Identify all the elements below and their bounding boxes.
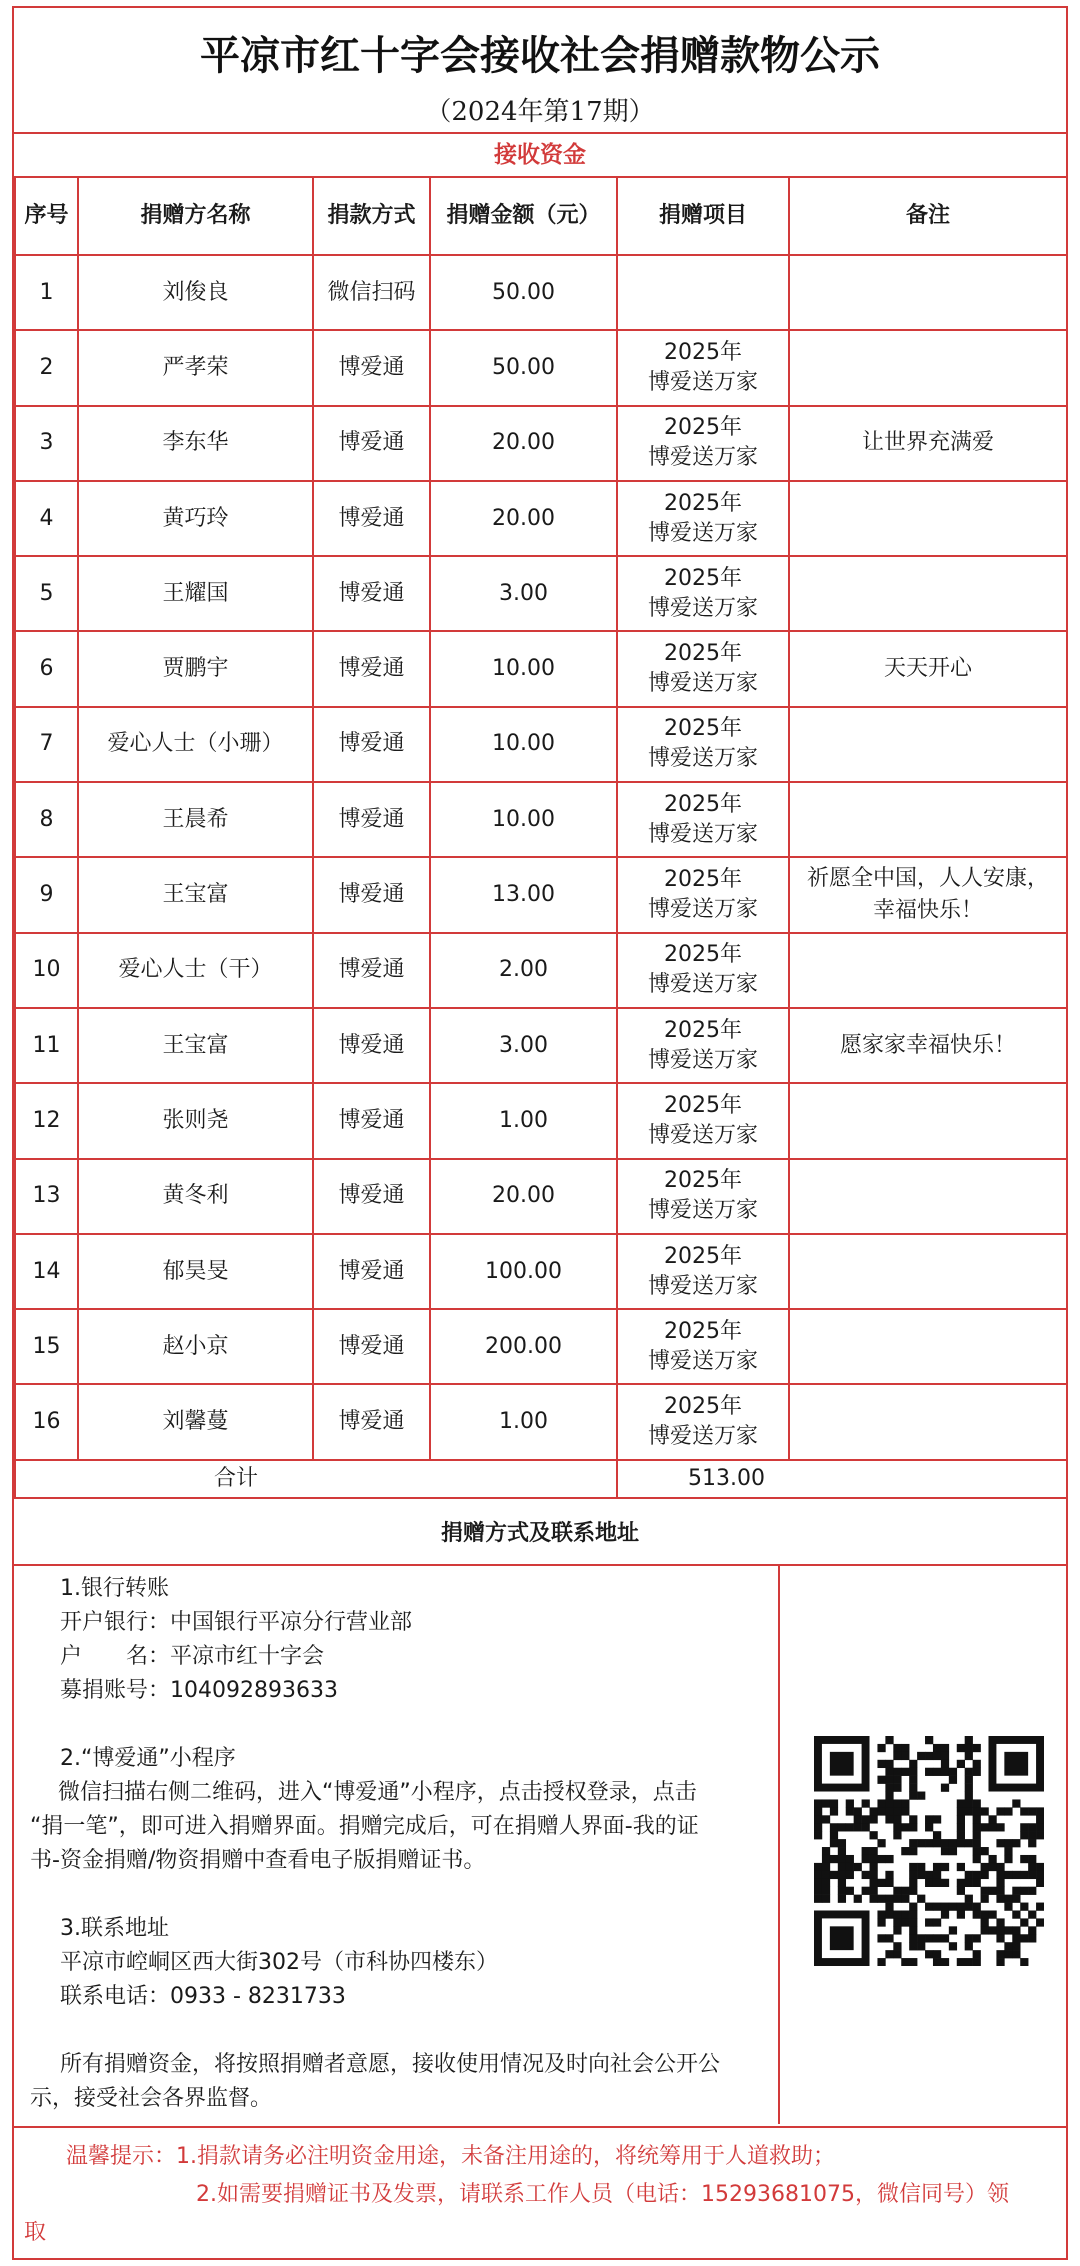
cell-no: 6 [15,631,78,706]
cell-note: 祈愿全中国，人人安康，幸福快乐！ [789,857,1067,932]
col-header-note: 备注 [789,177,1067,255]
cell-amount: 1.00 [430,1083,617,1158]
cell-note: 让世界充满爱 [789,406,1067,481]
bank-name: 开户银行：中国银行平凉分行营业部 [60,1610,413,1635]
table-row [15,1008,1067,1083]
project-line-1: 2025年 [664,1168,742,1194]
address: 平凉市崆峒区西大街302号（市科协四楼东） [60,1950,498,1975]
table-row [15,330,1067,405]
notice-box [14,2126,1066,2258]
contact-section-title: 捐赠方式及联系地址 [440,1521,639,1546]
disclosure-line-1: 所有捐赠资金，将按照捐赠者意愿，接收使用情况及时向社会公开公 [60,2052,721,2077]
project-line-2: 博爱送万家 [647,1424,758,1450]
cell-method: 博爱通 [313,1159,430,1234]
project-line-2: 博爱送万家 [647,746,758,772]
cell-donor: 王耀国 [78,556,313,631]
spacer [60,1878,768,1912]
spacer [60,2014,768,2048]
cell-no: 5 [15,556,78,631]
total-row [15,1460,1067,1498]
announcement-frame [12,6,1068,2260]
cell-project [617,782,789,857]
project-line-2: 博爱送万家 [647,671,758,697]
cell-donor: 贾鹏宇 [78,631,313,706]
cell-method: 博爱通 [313,857,430,932]
contact-details [14,1564,780,2124]
notice-line-1: 温馨提示：1.捐款请务必注明资金用途，未备注用途的，将统筹用于人道救助； [66,2144,835,2169]
project-line-1: 2025年 [664,1017,742,1043]
cell-method: 博爱通 [313,707,430,782]
cell-note: 愿家家幸福快乐！ [789,1008,1067,1083]
project-line-2: 博爱送万家 [647,369,758,395]
miniprogram-instruction-1: 微信扫描右侧二维码，进入“博爱通”小程序，点击授权登录，点击 [58,1780,697,1805]
cell-amount: 10.00 [430,782,617,857]
spacer [60,1708,768,1742]
cell-amount: 50.00 [430,330,617,405]
cell-donor: 郁昊旻 [78,1234,313,1309]
cell-note [789,255,1067,330]
table-row [15,1309,1067,1384]
cell-no: 13 [15,1159,78,1234]
notice-line-3: 取 [24,2220,47,2245]
cell-method: 博爱通 [313,556,430,631]
cell-method: 博爱通 [313,1309,430,1384]
cell-donor: 爱心人士（小珊） [78,707,313,782]
project-line-1: 2025年 [664,791,742,817]
cell-method: 博爱通 [313,1234,430,1309]
cell-no: 9 [15,857,78,932]
cell-donor: 刘俊良 [78,255,313,330]
cell-note [789,933,1067,1008]
project-line-2: 博爱送万家 [647,1198,758,1224]
miniprogram-instruction-2: “捐一笔”，即可进入捐赠界面。捐赠完成后，可在捐赠人界面-我的证 [30,1814,699,1839]
address-heading: 3.联系地址 [60,1916,169,1941]
cell-no: 15 [15,1309,78,1384]
phone: 联系电话：0933 - 8231733 [60,1984,346,2009]
table-row [15,556,1067,631]
cell-note [789,707,1067,782]
project-line-1: 2025年 [664,1318,742,1344]
cell-project [617,330,789,405]
cell-no: 1 [15,255,78,330]
cell-amount: 50.00 [430,255,617,330]
cell-project [617,406,789,481]
cell-project [617,1008,789,1083]
cell-amount: 200.00 [430,1309,617,1384]
cell-no: 12 [15,1083,78,1158]
cell-amount: 13.00 [430,857,617,932]
cell-note [789,1159,1067,1234]
cell-method: 博爱通 [313,481,430,556]
received-funds-title: 接收资金 [494,142,586,168]
miniprogram-instruction-3: 书-资金捐赠/物资捐赠中查看电子版捐赠证书。 [30,1848,486,1873]
table-row [15,857,1067,932]
cell-project [617,255,789,330]
qr-code[interactable] [814,1736,1044,1966]
cell-donor: 刘馨蔓 [78,1384,313,1459]
cell-donor: 李东华 [78,406,313,481]
project-line-2: 博爱送万家 [647,972,758,998]
cell-note [789,1384,1067,1459]
project-line-2: 博爱送万家 [647,897,758,923]
table-row [15,933,1067,1008]
cell-method: 博爱通 [313,1384,430,1459]
cell-amount: 1.00 [430,1384,617,1459]
cell-project [617,1309,789,1384]
cell-no: 7 [15,707,78,782]
cell-donor: 爱心人士（干） [78,933,313,1008]
cell-project [617,1083,789,1158]
cell-amount: 3.00 [430,556,617,631]
cell-note [789,1234,1067,1309]
project-line-2: 博爱送万家 [647,1122,758,1148]
project-line-2: 博爱送万家 [647,1273,758,1299]
project-line-1: 2025年 [664,339,742,365]
table-row [15,406,1067,481]
bank-heading: 1.银行转账 [60,1576,169,1601]
cell-project [617,481,789,556]
table-row [15,707,1067,782]
donations-table [14,176,1068,1499]
qr-code-icon [814,1736,1044,1966]
cell-project [617,1159,789,1234]
cell-donor: 黄冬利 [78,1159,313,1234]
cell-note [789,481,1067,556]
cell-donor: 王宝富 [78,857,313,932]
cell-note [789,330,1067,405]
cell-method: 博爱通 [313,1083,430,1158]
cell-project [617,707,789,782]
notice-line-2: 2.如需要捐赠证书及发票，请联系工作人员（电话：15293681075，微信同号）领 [196,2182,1009,2207]
table-row [15,782,1067,857]
table-row [15,1159,1067,1234]
cell-project [617,857,789,932]
cell-project [617,556,789,631]
cell-method: 博爱通 [313,406,430,481]
cell-note [789,556,1067,631]
cell-note [789,1309,1067,1384]
project-line-1: 2025年 [664,1394,742,1420]
cell-method: 微信扫码 [313,255,430,330]
disclosure-line-2: 示，接受社会各界监督。 [30,2086,273,2111]
cell-no: 10 [15,933,78,1008]
project-line-1: 2025年 [664,490,742,516]
project-line-1: 2025年 [664,415,742,441]
table-row [15,1234,1067,1309]
project-line-1: 2025年 [664,716,742,742]
issue-period: （2024年第17期） [425,97,655,127]
cell-no: 16 [15,1384,78,1459]
cell-no: 11 [15,1008,78,1083]
cell-amount: 20.00 [430,1159,617,1234]
account-holder: 户 名：平凉市红十字会 [60,1644,325,1669]
project-line-2: 博爱送万家 [647,520,758,546]
project-line-2: 博爱送万家 [647,1047,758,1073]
cell-no: 14 [15,1234,78,1309]
cell-note [789,782,1067,857]
cell-amount: 10.00 [430,631,617,706]
cell-donor: 张则尧 [78,1083,313,1158]
table-row [15,1083,1067,1158]
cell-amount: 20.00 [430,406,617,481]
miniprogram-heading: 2.“博爱通”小程序 [60,1746,236,1771]
account-number: 募捐账号：104092893633 [60,1678,338,1703]
total-value: 513.00 [617,1460,1067,1498]
cell-no: 8 [15,782,78,857]
table-row [15,631,1067,706]
cell-amount: 100.00 [430,1234,617,1309]
cell-note [789,1083,1067,1158]
col-header-donor: 捐赠方名称 [78,177,313,255]
cell-method: 博爱通 [313,933,430,1008]
project-line-1: 2025年 [664,565,742,591]
cell-project [617,933,789,1008]
project-line-1: 2025年 [664,1243,742,1269]
project-line-1: 2025年 [664,867,742,893]
cell-method: 博爱通 [313,782,430,857]
table-row [15,481,1067,556]
cell-amount: 10.00 [430,707,617,782]
cell-amount: 20.00 [430,481,617,556]
table-header-row [15,177,1067,255]
col-header-project: 捐赠项目 [617,177,789,255]
table-row [15,255,1067,330]
col-header-amount: 捐赠金额（元） [430,177,617,255]
total-label: 合计 [15,1460,617,1498]
cell-note: 天天开心 [789,631,1067,706]
cell-method: 博爱通 [313,631,430,706]
cell-method: 博爱通 [313,330,430,405]
cell-amount: 2.00 [430,933,617,1008]
project-line-2: 博爱送万家 [647,1348,758,1374]
cell-project [617,631,789,706]
col-header-no: 序号 [15,177,78,255]
cell-donor: 王晨希 [78,782,313,857]
cell-amount: 3.00 [430,1008,617,1083]
cell-no: 3 [15,406,78,481]
cell-donor: 赵小京 [78,1309,313,1384]
cell-method: 博爱通 [313,1008,430,1083]
cell-no: 4 [15,481,78,556]
cell-project [617,1234,789,1309]
project-line-1: 2025年 [664,641,742,667]
page-title: 平凉市红十字会接收社会捐赠款物公示 [200,33,880,79]
cell-donor: 黄巧玲 [78,481,313,556]
project-line-1: 2025年 [664,942,742,968]
cell-donor: 严孝荣 [78,330,313,405]
cell-project [617,1384,789,1459]
project-line-2: 博爱送万家 [647,821,758,847]
cell-donor: 王宝富 [78,1008,313,1083]
contact-section [14,1564,1066,2124]
col-header-method: 捐款方式 [313,177,430,255]
cell-no: 2 [15,330,78,405]
project-line-1: 2025年 [664,1092,742,1118]
project-line-2: 博爱送万家 [647,445,758,471]
table-row [15,1384,1067,1459]
project-line-2: 博爱送万家 [647,595,758,621]
